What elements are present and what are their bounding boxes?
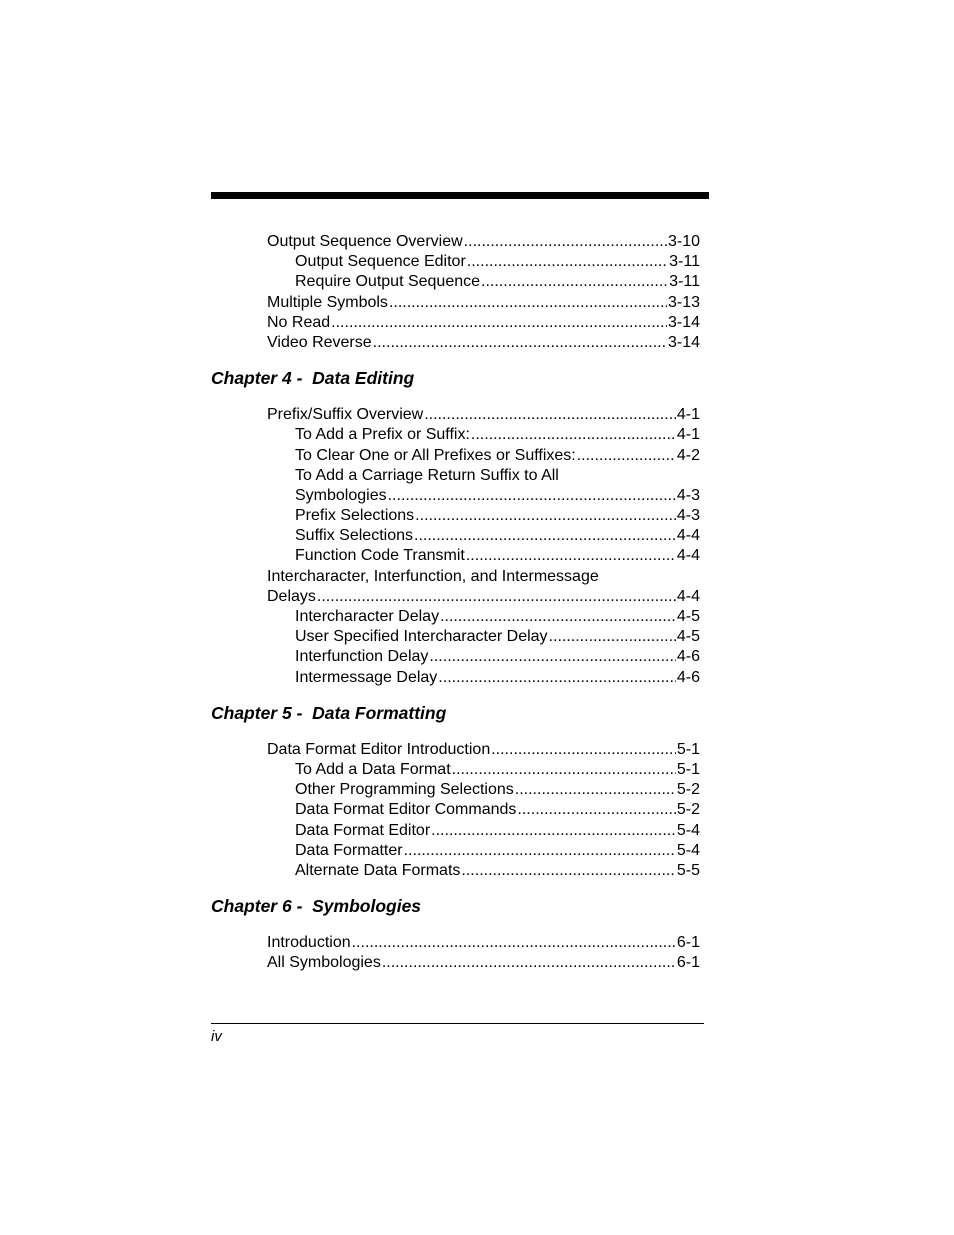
toc-entry[interactable] — [295, 272, 700, 292]
toc-entry[interactable] — [295, 526, 700, 546]
toc-entry-title: Output Sequence Editor — [295, 253, 466, 271]
toc-entry[interactable] — [295, 607, 700, 627]
dot-leader — [471, 425, 676, 445]
toc-entry-title: Alternate Data Formats — [295, 861, 461, 879]
toc-entry-list — [211, 933, 700, 973]
toc-entry-page: 4-3 — [676, 507, 700, 525]
toc-entry[interactable] — [295, 546, 700, 566]
toc-entry[interactable] — [267, 740, 700, 760]
toc-entry[interactable] — [267, 953, 700, 973]
toc-entry-page: 4-1 — [676, 426, 700, 444]
toc-entry-page: 5-1 — [676, 740, 700, 758]
toc-entry-title: Intercharacter, Interfunction, and Intermessage — [267, 567, 599, 585]
toc-entry-title: Data Format Editor Commands — [295, 801, 517, 819]
toc-entry[interactable] — [267, 313, 700, 333]
toc-entry-list — [211, 405, 700, 688]
toc-entry[interactable] — [295, 800, 700, 820]
dot-leader — [515, 780, 676, 800]
toc-entry-title: Prefix Selections — [295, 507, 415, 525]
toc-entry-list — [211, 232, 700, 353]
toc-entry[interactable] — [295, 841, 700, 861]
toc-entry-page: 4-6 — [676, 648, 700, 666]
toc-entry-title: All Symbologies — [267, 954, 381, 972]
toc-entry-page: 4-4 — [676, 547, 700, 565]
toc-entry[interactable] — [295, 466, 700, 486]
chapter-heading: Chapter 5 - Data Formatting — [211, 702, 447, 723]
toc-entry-page: 3-11 — [669, 253, 700, 271]
toc-entry[interactable] — [295, 486, 700, 506]
toc-entry[interactable] — [295, 668, 700, 688]
toc-entry-title: No Read — [267, 313, 331, 331]
toc-entry[interactable] — [267, 587, 700, 607]
toc-entry-title: Require Output Sequence — [295, 273, 481, 291]
dot-leader — [424, 405, 676, 425]
dot-leader — [438, 668, 676, 688]
dot-leader — [431, 821, 676, 841]
dot-leader — [317, 587, 676, 607]
toc-entry-page: 3-13 — [667, 293, 700, 311]
toc-entry-title: Other Programming Selections — [295, 781, 514, 799]
toc-entry-title: Intercharacter Delay — [295, 608, 440, 625]
chapter-heading: Chapter 4 - Data Editing — [211, 368, 415, 389]
toc-entry[interactable] — [267, 567, 700, 587]
dot-leader — [429, 647, 675, 667]
toc-entry[interactable] — [295, 627, 700, 647]
toc-entry-page: 4-1 — [676, 406, 700, 424]
toc-entry-page: 4-4 — [676, 527, 700, 545]
toc-entry-title: Delays — [267, 587, 316, 605]
dot-leader — [577, 446, 676, 466]
toc-entry-title: Data Format Editor — [295, 821, 431, 839]
dot-leader — [404, 841, 676, 861]
toc-entry-page: 3-11 — [669, 273, 700, 291]
dot-leader — [388, 486, 676, 506]
dot-leader — [331, 313, 667, 333]
toc-entry-title: Video Reverse — [267, 333, 372, 351]
toc-entry-title: To Clear One or All Prefixes or Suffixes: — [295, 446, 576, 464]
toc-entry[interactable] — [267, 293, 700, 313]
toc-entry-page: 3-14 — [667, 333, 700, 351]
toc-entry-page: 4-3 — [676, 486, 700, 504]
dot-leader — [389, 293, 667, 313]
toc-entry[interactable] — [295, 446, 700, 466]
toc-entry-title: Data Format Editor Introduction — [267, 740, 491, 758]
toc-entry-title: User Specified Intercharacter Delay — [295, 628, 548, 646]
toc-entry-title: Function Code Transmit — [295, 547, 465, 565]
toc-entry[interactable] — [295, 780, 700, 800]
dot-leader — [415, 506, 676, 526]
toc-entry[interactable] — [267, 232, 700, 252]
toc-entry-page: 6-1 — [676, 954, 700, 972]
toc-entry-page: 4-4 — [676, 587, 700, 605]
toc-entry-title: To Add a Carriage Return Suffix to All — [295, 466, 559, 484]
toc-entry-title: Output Sequence Overview — [267, 233, 463, 250]
dot-leader — [373, 333, 667, 353]
toc-entry[interactable] — [295, 425, 700, 445]
page-number: iv — [211, 1028, 222, 1045]
toc-entry-title: Intermessage Delay — [295, 668, 438, 686]
toc-entry[interactable] — [267, 933, 700, 953]
toc-entry[interactable] — [267, 405, 700, 425]
chapter-heading: Chapter 6 - Symbologies — [211, 896, 422, 917]
dot-leader — [517, 800, 675, 820]
toc-entry-page: 5-2 — [676, 801, 700, 819]
toc-entry-page: 3-14 — [667, 313, 700, 331]
toc-entry-list — [211, 740, 700, 881]
toc-entry[interactable] — [295, 506, 700, 526]
toc-entry[interactable] — [295, 821, 700, 841]
dot-leader — [491, 740, 676, 760]
toc-entry[interactable] — [295, 760, 700, 780]
toc-entry-title: Interfunction Delay — [295, 648, 429, 666]
toc-entry-page: 4-5 — [676, 628, 700, 646]
toc-entry[interactable] — [295, 861, 700, 881]
dot-leader — [467, 252, 668, 272]
toc-entry-title: Multiple Symbols — [267, 293, 388, 311]
toc-entry-page: 5-1 — [676, 760, 700, 778]
toc-entry-title: Introduction — [267, 934, 351, 952]
toc-entry-title: Data Formatter — [295, 841, 403, 859]
toc-entry-title: To Add a Prefix or Suffix: — [295, 426, 470, 444]
toc-entry-page: 3-10 — [667, 233, 700, 250]
toc-entry[interactable] — [295, 252, 700, 272]
dot-leader — [452, 760, 676, 780]
dot-leader — [464, 232, 667, 252]
dot-leader — [414, 526, 676, 546]
toc-entry-title: Prefix/Suffix Overview — [267, 406, 424, 424]
dot-leader — [352, 933, 676, 953]
dot-leader — [440, 607, 676, 627]
table-of-contents — [211, 232, 700, 973]
dot-leader — [481, 272, 668, 292]
toc-entry-page: 4-5 — [676, 608, 700, 625]
toc-entry[interactable] — [267, 333, 700, 353]
toc-entry-page: 5-4 — [676, 841, 700, 859]
toc-entry-page: 5-5 — [676, 861, 700, 879]
dot-leader — [461, 861, 675, 881]
dot-leader — [466, 546, 676, 566]
toc-entry-title: Symbologies — [295, 486, 387, 504]
footer-rule — [211, 1023, 704, 1024]
top-rule — [211, 192, 709, 199]
dot-leader — [549, 627, 676, 647]
dot-leader — [382, 953, 676, 973]
toc-entry-title: To Add a Data Format — [295, 760, 451, 778]
toc-entry-page: 4-6 — [676, 668, 700, 686]
toc-entry-page: 5-2 — [676, 781, 700, 799]
toc-entry-page: 6-1 — [676, 934, 700, 952]
toc-entry-title: Suffix Selections — [295, 527, 413, 545]
toc-entry[interactable] — [295, 647, 700, 667]
toc-entry-page: 5-4 — [676, 821, 700, 839]
toc-entry-page: 4-2 — [676, 446, 700, 464]
